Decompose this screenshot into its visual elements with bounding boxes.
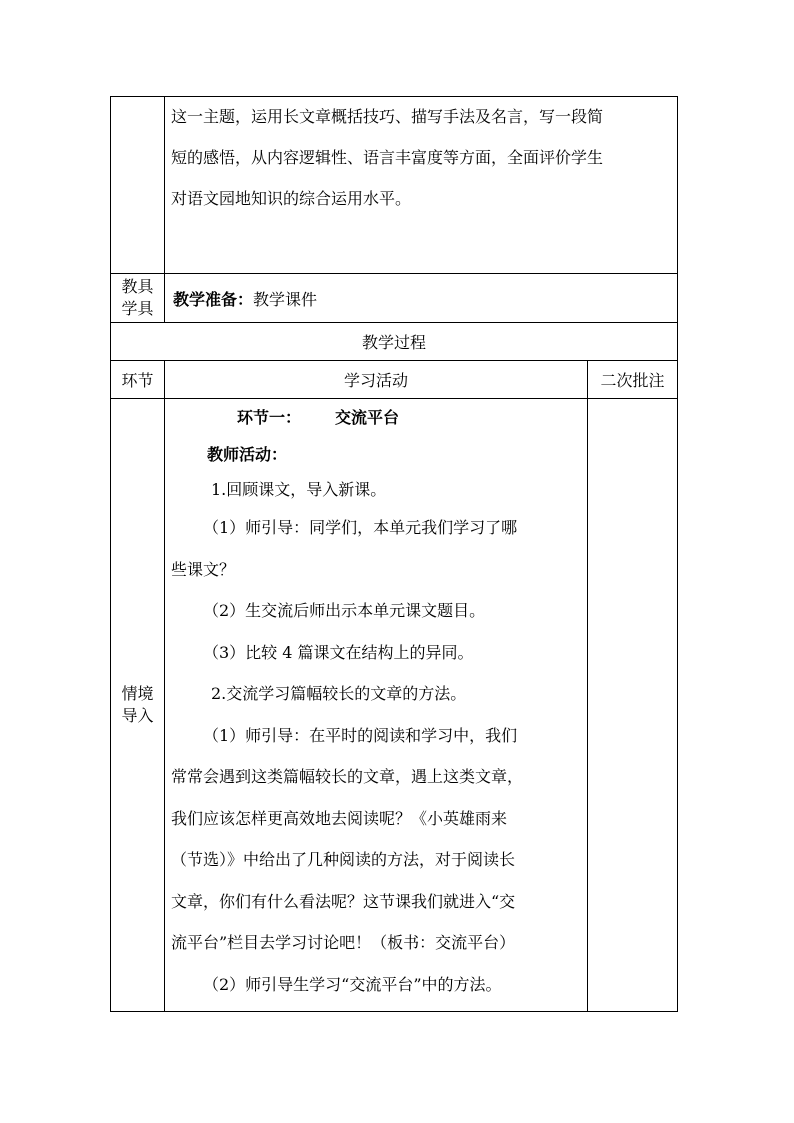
objective-text-cell	[165, 97, 678, 274]
activity-line: 流平台”栏目去学习讨论吧！（板书：交流平台）	[171, 933, 516, 952]
header-section: 环节	[111, 361, 165, 399]
objective-line: 对语文园地知识的综合运用水平。	[171, 189, 412, 208]
objective-line: 短的感悟，从内容逻辑性、语言丰富度等方面，全面评价学生	[171, 148, 604, 167]
activity-line: 1.回顾课文，导入新课。	[211, 480, 387, 499]
header-annotation: 二次批注	[587, 361, 677, 399]
teacher-activity-heading: 教师活动：	[207, 445, 288, 464]
activity-line: （2）生交流后师出示本单元课文题目。	[203, 601, 486, 620]
header-row	[111, 361, 678, 399]
tools-content-cell	[165, 274, 678, 323]
process-title: 教学过程	[111, 323, 678, 361]
prep-label: 教学准备：	[173, 289, 254, 309]
objective-line: 这一主题，运用长文章概括技巧、描写手法及名言，写一段简	[171, 107, 604, 126]
section-one-activity-cell	[165, 399, 588, 1012]
section-one-label-line2: 导入	[121, 706, 154, 725]
section-heading	[171, 399, 581, 437]
prep-value: 教学课件	[253, 289, 318, 309]
tools-label-line2: 学具	[121, 299, 154, 318]
activity-line: （1）师引导：同学们，本单元我们学习了哪	[203, 518, 518, 537]
activity-line: 2.交流学习篇幅较长的文章的方法。	[211, 684, 467, 703]
section-one-label-line1: 情境	[121, 684, 154, 703]
activity-line: 常常会遇到这类篇幅较长的文章，遇上这类文章，	[171, 767, 524, 786]
header-activity: 学习活动	[165, 361, 588, 399]
activity-line: 些课文？	[171, 559, 236, 579]
objective-paragraph	[165, 97, 677, 209]
tools-label-line1: 教具	[121, 277, 154, 296]
activity-line: （3）比较 4 篇课文在结构上的异同。	[203, 642, 474, 662]
activity-line: 文章，你们有什么看法呢？这节课我们就进入“交	[171, 891, 516, 911]
section-one-row	[111, 399, 678, 1012]
objective-continuation-row	[111, 97, 678, 274]
empty-label-cell	[111, 97, 165, 274]
activity-line: （节选）》中给出了几种阅读的方法，对于阅读长	[171, 850, 516, 869]
lesson-plan-table	[110, 96, 678, 1012]
activity-line: 我们应该怎样更高效地去阅读呢？《小英雄雨来	[171, 808, 508, 828]
activity-line: （1）师引导：在平时的阅读和学习中，我们	[203, 725, 518, 745]
annotation-cell	[587, 399, 677, 1012]
section-one-label-cell	[111, 399, 165, 1012]
tools-row	[111, 274, 678, 323]
section-heading-prefix: 环节一：	[237, 408, 302, 427]
section-heading-title: 交流平台	[335, 408, 400, 427]
activity-line: （2）师引导生学习“交流平台”中的方法。	[203, 974, 502, 994]
tools-label-cell	[111, 274, 165, 323]
process-title-row	[111, 323, 678, 361]
